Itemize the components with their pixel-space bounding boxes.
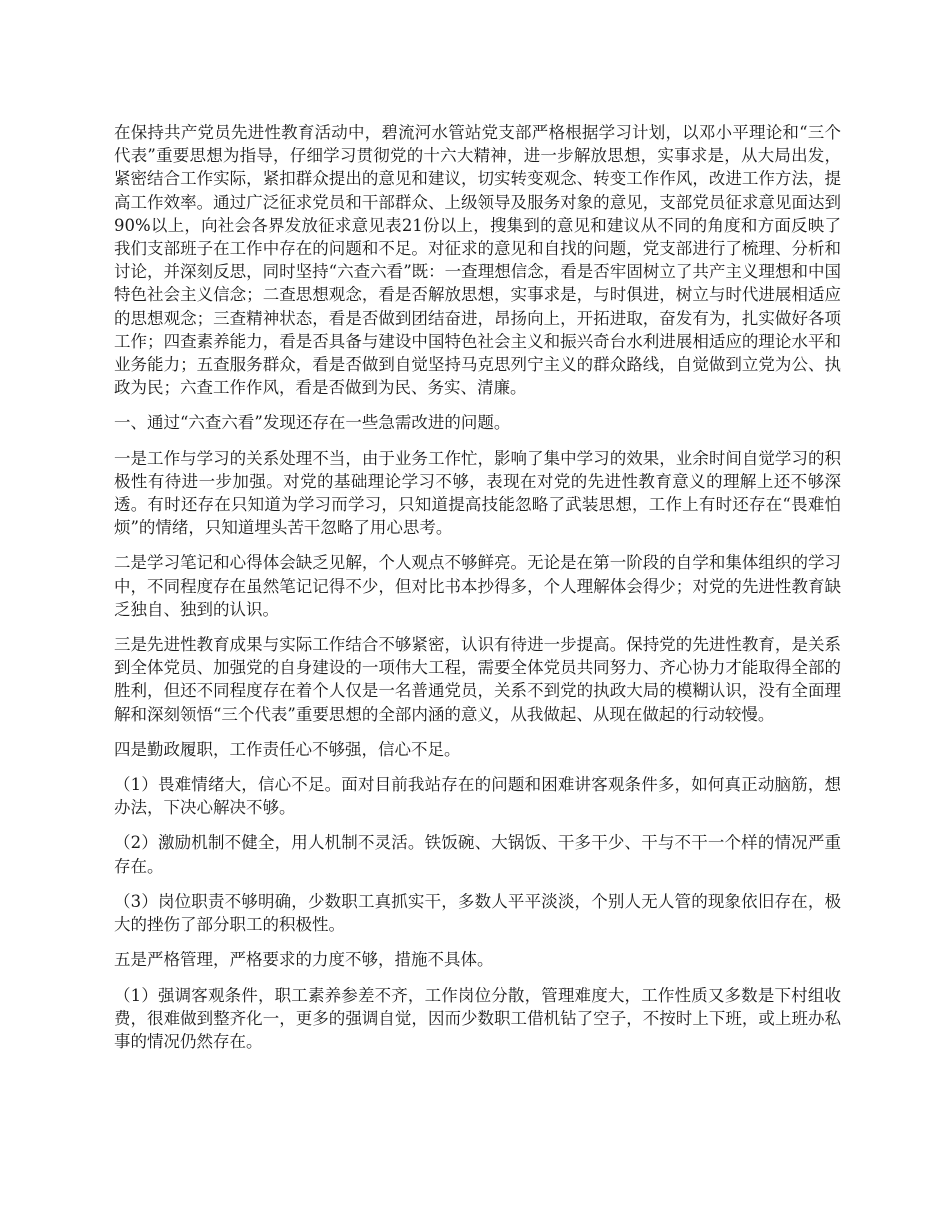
sub-item-4-1: （1）畏难情绪大，信心不足。面对目前我站存在的问题和困难讲客观条件多，如何真正动脑筋，想办法，下决心解决不够。: [114, 775, 841, 818]
sub-item-4-2: （2）激励机制不健全，用人机制不灵活。铁饭碗、大锅饭、干多干少、干与不干一个样的情况严重存在。: [114, 833, 841, 876]
document-page: [114, 121, 841, 1065]
sub-item-5-1: （1）强调客观条件，职工素养参差不齐，工作岗位分散，管理难度大，工作性质又多数是下村组收费，很难做到整齐化一，更多的强调自觉，因而少数职工借机钻了空子，不按时上下班，或上班办私事的情况仍然存在。: [114, 985, 841, 1051]
problem-paragraph-1: 一是工作与学习的关系处理不当，由于业务工作忙，影响了集中学习的效果，业余时间自觉学习的积极性有待进一步加强。对党的基础理论学习不够，表现在对党的先进性教育意义的理解上还不够深透。有时还存在只知道为学习而学习，只知道提高技能忽略了武装思想，工作上有时还存在“畏难怕烦”的情绪，只知道埋头苦干忽略了用心思考。: [114, 448, 841, 538]
problem-paragraph-4: 四是勤政履职，工作责任心不够强，信心不足。: [114, 739, 461, 759]
problem-paragraph-5: 五是严格管理，严格要求的力度不够，措施不具体。: [114, 950, 494, 970]
section-heading-problems: 一、通过“六查六看”发现还存在一些急需改进的问题。: [114, 413, 511, 433]
intro-paragraph: 在保持共产党员先进性教育活动中，碧流河水管站党支部严格根据学习计划，以邓小平理论和“三个代表”重要思想为指导，仔细学习贯彻党的十六大精神，进一步解放思想，实事求是，从大局出发，紧密结合工作实际，紧扣群众提出的意见和建议，切实转变观念、转变工作作风，改进工作方法，提高工作效率。通过广泛征求党员和干部群众、上级领导及服务对象的意见，支部党员征求意见面达到90%以上，向社会各界发放征求意见表21份以上，搜集到的意见和建议从不同的角度和方面反映了我们支部班子在工作中存在的问题和不足。对征求的意见和自找的问题，党支部进行了梳理、分析和讨论，并深刻反思，同时坚持“六查六看”既：一查理想信念，看是否牢固树立了共产主义理想和中国特色社会主义信念；二查思想观念，看是否解放思想，实事求是，与时俱进，树立与时代进展相适应的思想观念；三查精神状态，看是否做到团结奋进，昂扬向上，开拓进取，奋发有为，扎实做好各项工作；四查素养能力，看是否具备与建设中国特色社会主义和振兴奇台水利进展相适应的理论水平和业务能力；五查服务群众，看是否做到自觉坚持马克思列宁主义的群众路线，自觉做到立党为公、执政为民；六查工作作风，看是否做到为民、务实、清廉。: [114, 123, 841, 398]
sub-item-4-3: （3）岗位职责不够明确，少数职工真抓实干，多数人平平淡淡，个别人无人管的现象依旧存在，极大的挫伤了部分职工的积极性。: [114, 891, 841, 935]
problem-paragraph-3: 三是先进性教育成果与实际工作结合不够紧密，认识有待进一步提高。保持党的先进性教育，是关系到全体党员、加强党的自身建设的一项伟大工程，需要全体党员共同努力、齐心协力才能取得全部的胜利，但还不同程度存在着个人仅是一名普通党员，关系不到党的执政大局的模糊认识，没有全面理解和深刻领悟“三个代表”重要思想的全部内涵的意义，从我做起、从现在做起的行动较慢。: [114, 635, 841, 724]
problem-paragraph-2: 二是学习笔记和心得体会缺乏见解，个人观点不够鲜亮。无论是在第一阶段的自学和集体组织的学习中，不同程度存在虽然笔记记得不少，但对比书本抄得多，个人理解体会得少；对党的先进性教育缺乏独自、独到的认识。: [114, 553, 841, 619]
